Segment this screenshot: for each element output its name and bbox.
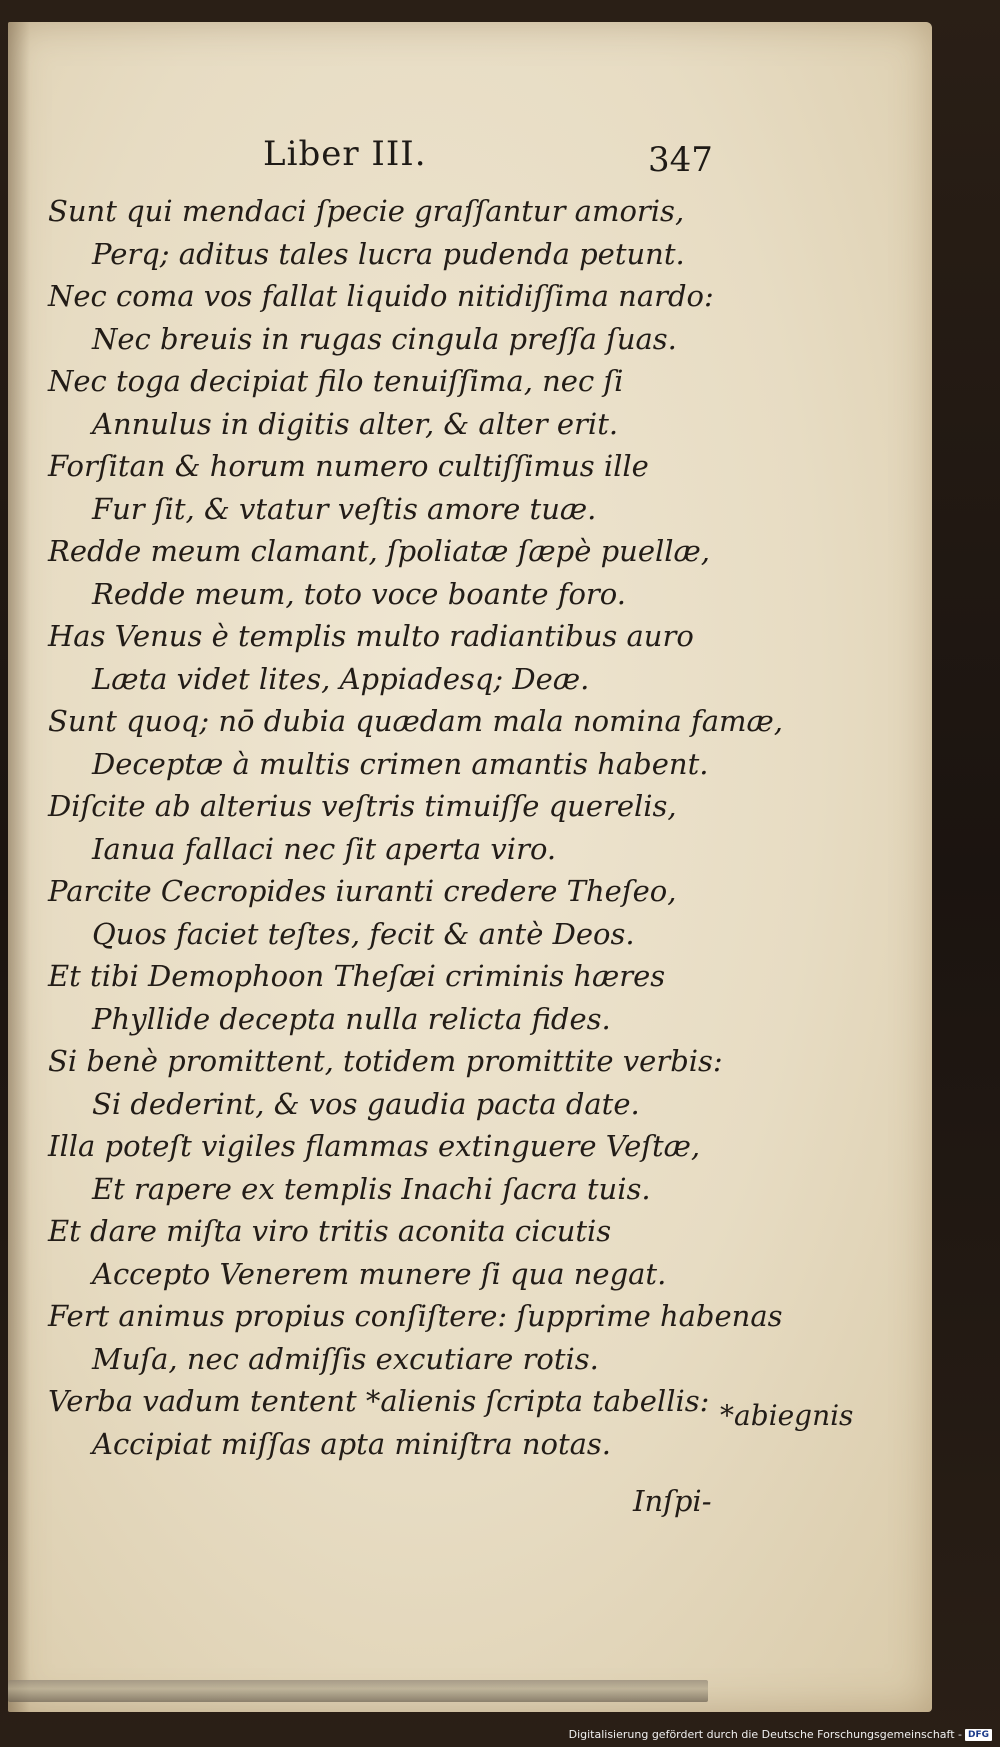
verse-line: Has Venus è templis multo radiantibus auro (48, 619, 694, 653)
verse-line: Redde meum, toto voce boante foro. (92, 576, 626, 611)
verse-line: Deceptæ à multis crimen amantis habent. (92, 746, 709, 781)
credit-text: Digitalisierung gefördert durch die Deutsche Forschungsgemeinschaft - (568, 1728, 962, 1741)
verse-line: Nec breuis in rugas cingula preſſa ſuas. (92, 321, 677, 356)
verse-line: Et rapere ex templis Inachi ſacra tuis. (92, 1171, 651, 1206)
book-page (8, 22, 932, 1712)
verse-line: Quos faciet teſtes, fecit & antè Deos. (92, 916, 635, 951)
verse-line: Annulus in digitis alter, & alter erit. (92, 406, 619, 441)
verse-line: Fur ſit, & vtatur veſtis amore tuæ. (92, 491, 597, 526)
verse-line: Perq; aditus tales lucra pudenda petunt. (92, 236, 685, 271)
verse-line: Phyllide decepta nulla relicta fides. (92, 1001, 611, 1036)
verse-line: Diſcite ab alterius veſtris timuiſſe querelis, (48, 789, 677, 823)
verse-line: Muſa, nec admiſſis excutiare rotis. (92, 1341, 599, 1376)
verse-line: Fert animus propius conſiſtere: ſupprime habenas (48, 1299, 783, 1333)
verse-line: Sunt quoq; nō dubia quædam mala nomina famæ, (48, 704, 784, 738)
dfg-logo-icon: DFG (965, 1729, 992, 1741)
verse-line: Redde meum clamant, ſpoliatæ ſæpè puellæ, (48, 534, 711, 568)
verse-line: Læta videt lites, Appiadesq; Deæ. (92, 661, 590, 696)
verse-line: Parcite Cecropides iuranti credere Theſeo, (48, 874, 677, 908)
verse-block (48, 190, 784, 1465)
verse-line: Forſitan & horum numero cultiſſimus ille (48, 449, 649, 483)
page-bottom-edge (8, 1680, 708, 1702)
verse-line: Accepto Venerem munere ſi qua negat. (92, 1256, 667, 1291)
verse-line: Illa poteſt vigiles flammas extinguere Veſtæ, (48, 1129, 701, 1163)
marginal-note: *abiegnis (720, 1399, 854, 1432)
page-number: 347 (648, 140, 713, 180)
verse-line: Et tibi Demophoon Theſæi criminis hæres (48, 959, 666, 993)
verse-line: Ianua fallaci nec ſit aperta viro. (92, 831, 557, 866)
page-header (8, 132, 932, 182)
verse-line: Verba vadum tentent *alienis ſcripta tabellis: (48, 1384, 710, 1418)
verse-line: Nec toga decipiat filo tenuiſſima, nec ſi (48, 364, 624, 398)
catchword: Inſpi- (633, 1484, 712, 1518)
verse-line: Si dederint, & vos gaudia pacta date. (92, 1086, 640, 1121)
verse-line: Accipiat miſſas apta miniſtra notas. (92, 1426, 612, 1461)
digitization-credit (569, 1728, 992, 1741)
verse-line: Si benè promittent, totidem promittite verbis: (48, 1044, 723, 1078)
running-head: Liber III. (263, 134, 427, 174)
verse-line: Nec coma vos fallat liquido nitidiſſima nardo: (48, 279, 714, 313)
verse-line: Et dare miſta viro tritis aconita cicutis (48, 1214, 612, 1248)
verse-line: Sunt qui mendaci ſpecie graſſantur amoris, (48, 194, 685, 228)
